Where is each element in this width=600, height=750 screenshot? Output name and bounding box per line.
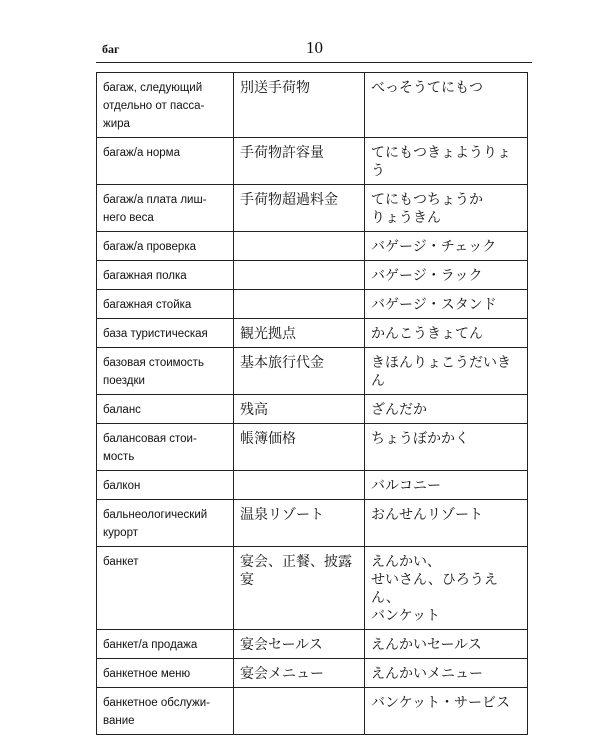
table-row (97, 688, 528, 735)
table-row (97, 319, 528, 348)
kanji-term-cell: 観光拠点 (234, 319, 365, 348)
russian-term-cell (97, 547, 234, 630)
running-head-word: баг (102, 42, 120, 56)
kana-reading-line: きほんりょこうだいきん (371, 355, 511, 389)
kanji-term-cell: 宴会セールス (234, 630, 365, 659)
kana-reading-line: てにもつきょようりょう (371, 145, 511, 179)
kana-reading-line: えんかいセールス (371, 637, 482, 653)
dictionary-table (96, 72, 528, 735)
kana-reading-cell (365, 500, 528, 547)
table-row (97, 395, 528, 424)
table-row (97, 232, 528, 261)
kana-reading-line: べっそうてにもつ (371, 80, 483, 96)
table-row (97, 138, 528, 185)
kana-reading-cell (365, 73, 528, 138)
kana-reading-line: せいさん、ひろうえん、 (371, 572, 498, 606)
kanji-term-cell (234, 471, 365, 500)
russian-term-line: банкет/а продажа (103, 639, 198, 651)
kana-reading-line: てにもつちょうか (371, 192, 483, 208)
kana-reading-line: えんかいメニュー (371, 666, 483, 682)
russian-term-line: вание (103, 715, 135, 727)
kana-reading-cell (365, 688, 528, 735)
russian-term-cell (97, 319, 234, 348)
kana-reading-cell (365, 630, 528, 659)
kana-reading-line: かんこうきょてん (371, 326, 483, 342)
russian-term-line: бальнеологический (103, 509, 208, 521)
kana-reading-cell (365, 232, 528, 261)
table-row (97, 547, 528, 630)
kanji-term-cell: 手荷物許容量 (234, 138, 365, 185)
russian-term-cell (97, 424, 234, 471)
russian-term-line: жира (103, 118, 130, 130)
kana-reading-cell (365, 290, 528, 319)
table-row (97, 471, 528, 500)
table-row (97, 630, 528, 659)
kanji-term-cell (234, 232, 365, 261)
kanji-term-cell (234, 261, 365, 290)
russian-term-cell (97, 471, 234, 500)
kana-reading-cell (365, 471, 528, 500)
kanji-term-cell: 基本旅行代金 (234, 348, 365, 395)
russian-term-cell (97, 138, 234, 185)
kanji-term-cell: 残高 (234, 395, 365, 424)
table-row (97, 424, 528, 471)
russian-term-line: багаж/а плата лиш- (103, 194, 207, 206)
kana-reading-line: バンケット (371, 608, 441, 624)
kana-reading-line: バンケット・サービス (371, 695, 511, 711)
russian-term-line: багаж, следующий (103, 82, 203, 94)
russian-term-line: банкет (103, 556, 139, 568)
russian-term-line: баланс (103, 404, 141, 416)
russian-term-cell (97, 395, 234, 424)
kanji-term-cell: 別送手荷物 (234, 73, 365, 138)
russian-term-cell (97, 185, 234, 232)
russian-term-cell (97, 73, 234, 138)
kana-reading-cell (365, 547, 528, 630)
table-row (97, 500, 528, 547)
russian-term-line: балансовая стои- (103, 433, 197, 445)
kana-reading-line: バゲージ・ラック (371, 268, 483, 284)
russian-term-cell (97, 348, 234, 395)
kana-reading-line: おんせんリゾート (371, 507, 483, 523)
kanji-term-cell: 温泉リゾート (234, 500, 365, 547)
kana-reading-line: ざんだか (371, 402, 427, 418)
kana-reading-line: バゲージ・チェック (371, 239, 497, 255)
russian-term-cell (97, 261, 234, 290)
kanji-term-cell: 帳簿価格 (234, 424, 365, 471)
kana-reading-cell (365, 185, 528, 232)
table-row (97, 659, 528, 688)
russian-term-cell (97, 630, 234, 659)
kana-reading-line: りょうきん (371, 210, 441, 226)
kanji-term-cell (234, 290, 365, 319)
page-header (96, 38, 532, 63)
dictionary-table-body (97, 73, 528, 735)
kanji-term-cell: 手荷物超過料金 (234, 185, 365, 232)
russian-term-line: него веса (103, 212, 154, 224)
kana-reading-cell (365, 261, 528, 290)
kana-reading-cell (365, 395, 528, 424)
russian-term-line: отдельно от пасса- (103, 100, 205, 112)
kanji-term-cell: 宴会メニュー (234, 659, 365, 688)
russian-term-line: курорт (103, 527, 138, 539)
russian-term-cell (97, 659, 234, 688)
table-row (97, 73, 528, 138)
table-row (97, 261, 528, 290)
kana-reading-line: ちょうぼかかく (371, 431, 469, 447)
kana-reading-cell (365, 138, 528, 185)
russian-term-line: база туристическая (103, 328, 208, 340)
table-row (97, 185, 528, 232)
kana-reading-cell (365, 348, 528, 395)
russian-term-line: багажная полка (103, 270, 187, 282)
russian-term-cell (97, 290, 234, 319)
russian-term-line: багаж/а норма (103, 147, 180, 159)
kanji-term-cell: 宴会、正餐、披露宴 (234, 547, 365, 630)
russian-term-line: багаж/а проверка (103, 241, 197, 253)
russian-term-line: банкетное обслужи- (103, 697, 210, 709)
russian-term-line: балкон (103, 480, 141, 492)
table-row (97, 348, 528, 395)
russian-term-cell (97, 500, 234, 547)
kana-reading-line: バルコニー (371, 478, 441, 494)
russian-term-cell (97, 232, 234, 261)
page-number: 10 (306, 38, 323, 57)
kana-reading-cell (365, 424, 528, 471)
russian-term-line: поездки (103, 375, 145, 387)
russian-term-cell (97, 688, 234, 735)
table-row (97, 290, 528, 319)
russian-term-line: багажная стойка (103, 299, 192, 311)
kanji-term-cell (234, 688, 365, 735)
russian-term-line: базовая стоимость (103, 357, 204, 369)
kana-reading-line: えんかい、 (371, 554, 441, 570)
kana-reading-cell (365, 319, 528, 348)
russian-term-line: мость (103, 451, 135, 463)
kana-reading-cell (365, 659, 528, 688)
russian-term-line: банкетное меню (103, 668, 191, 680)
kana-reading-line: バゲージ・スタンド (371, 297, 497, 313)
